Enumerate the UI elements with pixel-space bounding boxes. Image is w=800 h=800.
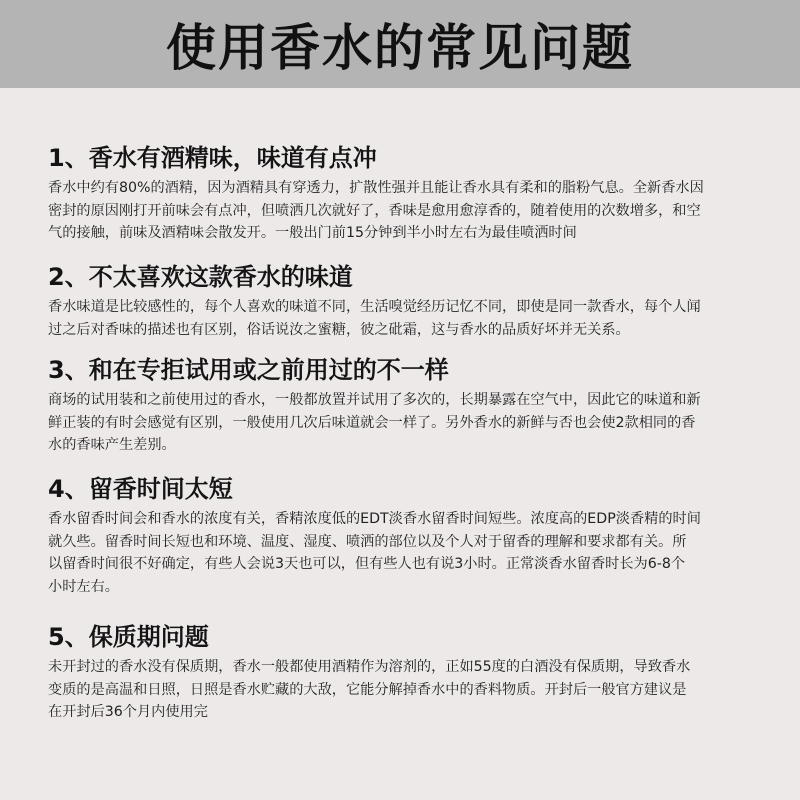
faq-body: 香水中约有80%的酒精，因为酒精具有穿透力，扩散性强并且能让香水具有柔和的脂粉气息。全新香水因 密封的原因刚打开前味会有点冲，但喷洒几次就好了，香味是愈用愈淳香的，随着使用的次数增多，和空 气的接触，前味及酒精味会散发开。一般出门前15分钟到半小时左右为最佳喷洒时间 (48, 180, 704, 241)
faq-heading: 1、香水有酒精味，味道有点冲 (48, 144, 377, 172)
faq-body: 商场的试用装和之前使用过的香水，一般都放置并试用了多次的，长期暴露在空气中，因此它的味道和新 鲜正装的有时会感觉有区别，一般使用几次后味道就会一样了。另外香水的新鲜与否也会使2款相同的香 水的香味产生差别。 (48, 392, 701, 453)
faq-body: 香水留香时间会和香水的浓度有关，香精浓度低的EDT淡香水留香时间短些。浓度高的EDP淡香精的时间 就久些。留香时间长短也和环境、温度、湿度、喷洒的部位以及个人对于留香的理解和要求都有关。所 以留香时间很不好确定，有些人会说3天也可以，但有些人也有说3小时。正常淡香水留香时长为6-8个 小时左右。 (48, 511, 701, 595)
faq-heading: 2、不太喜欢这款香水的味道 (48, 263, 353, 291)
faq-section-4 (48, 474, 768, 598)
faq-heading: 3、和在专拒试用或之前用过的不一样 (48, 356, 449, 384)
faq-section-5 (48, 622, 768, 724)
faq-body: 未开封过的香水没有保质期，香水一般都使用酒精作为溶剂的，正如55度的白酒没有保质期，导致香水 变质的是高温和日照，日照是香水贮藏的大敌，它能分解掉香水中的香料物质。开封后一般官方建议是 在开封后36个月内使用完 (48, 659, 691, 720)
faq-heading: 4、留香时间太短 (48, 475, 233, 503)
title-banner (0, 0, 800, 88)
faq-body: 香水味道是比较感性的，每个人喜欢的味道不同，生活嗅觉经历记忆不同，即使是同一款香水，每个人闻 过之后对香味的描述也有区别，俗话说汝之蜜糖，彼之砒霜，这与香水的品质好坏并无关系。 (48, 299, 701, 338)
faq-section-1 (48, 143, 768, 245)
faq-section-3 (48, 355, 768, 457)
faq-heading: 5、保质期问题 (48, 623, 209, 651)
faq-section-2 (48, 262, 768, 341)
page-title: 使用香水的常见问题 (166, 19, 634, 77)
